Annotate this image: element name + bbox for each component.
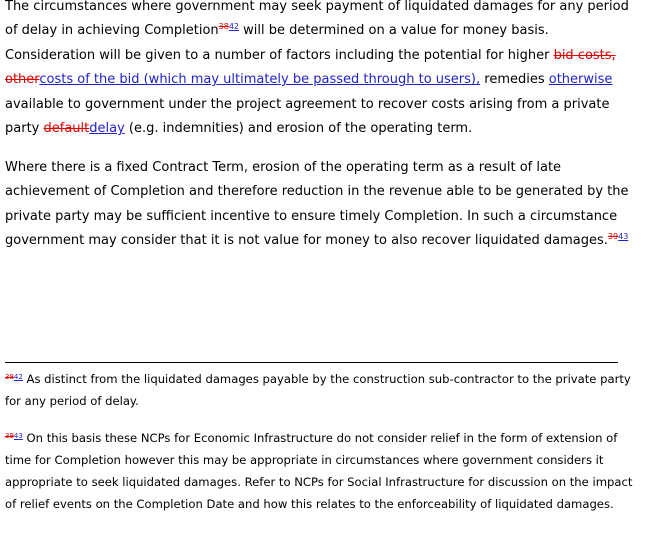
footnote-text: On this basis these NCPs for Economic Infrastructure do not consider relief in the form of extension of time for Completion however this may be appropriate in circumstances where government considers it appropriate to seek liquidated damages. Refer to NCPs for Social Infrastructure for discussion on the impact of relief events on the Completion Date and how this relates to the enforceability of liquidated damages. — [5, 431, 633, 511]
deleted-footnote-number: 38 — [5, 373, 14, 381]
inserted-footnote-ref[interactable]: 42 — [228, 22, 240, 32]
body-paragraph-liquidated-damages — [5, 0, 635, 141]
inserted-text: delay — [89, 121, 125, 137]
text-run: remedies — [480, 72, 549, 88]
text-run: will be determined on a value for money basis. Consideration will be given to a number of factors including the potential for higher — [5, 23, 554, 63]
deleted-footnote-number: 39 — [5, 432, 14, 440]
text-run: The circumstances where government may seek payment of liquidated damages for any period of delay in achieving Completion — [5, 0, 629, 39]
body-paragraph-contract-term — [5, 156, 635, 254]
text-run: (e.g. indemnities) and erosion of the operating term. — [124, 121, 473, 137]
inserted-footnote-number[interactable]: 42 — [13, 373, 23, 381]
deleted-text: bid costs, other — [5, 47, 616, 88]
deleted-text: default — [43, 121, 90, 137]
footnote-separator — [5, 362, 618, 363]
deleted-footnote-ref: 38 — [218, 22, 229, 32]
inserted-footnote-ref[interactable]: 43 — [618, 232, 629, 242]
text-run: available to government under the project agreement to recover costs arising from a private party — [5, 96, 610, 137]
text-run: Where there is a fixed Contract Term, erosion of the operating term as a result of late achievement of Completion and therefore reduction in the revenue able to be generated by the private party may be sufficient incentive to ensure timely Completion. In such a circumstance government may consider that it is not value for money to also recover liquidated damages. — [5, 160, 629, 249]
inserted-text: costs of the bid (which may ultimately be passed through to users), — [39, 72, 481, 88]
footnote-text: As distinct from the liquidated damages payable by the construction sub-contractor to the private party for any period of delay. — [5, 372, 631, 408]
deleted-footnote-ref: 39 — [607, 232, 619, 242]
footnote-42 — [5, 368, 635, 412]
inserted-footnote-number[interactable]: 43 — [13, 432, 23, 440]
inserted-text: otherwise — [548, 72, 613, 88]
footnote-43 — [5, 427, 635, 515]
